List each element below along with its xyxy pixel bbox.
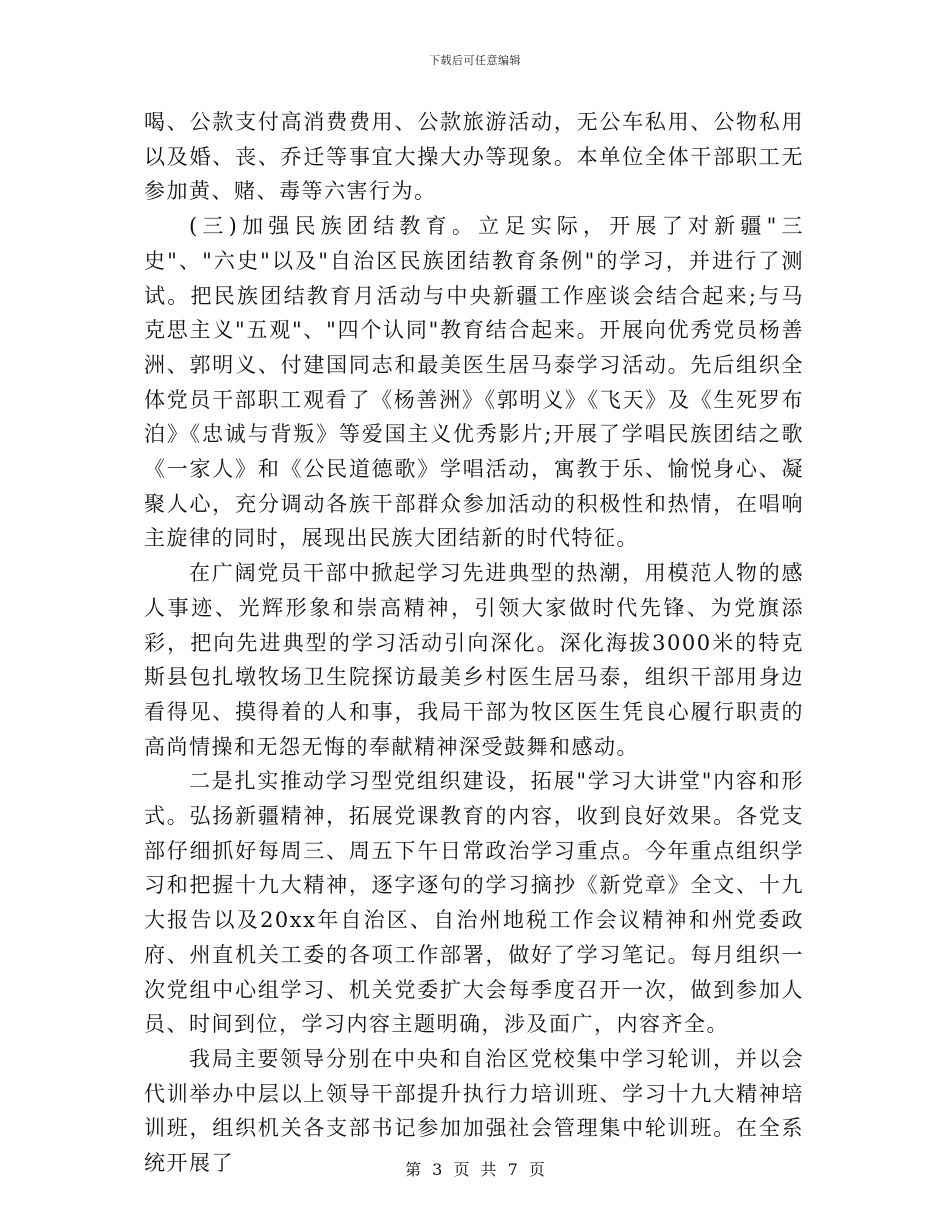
paragraph: 喝、公款支付高消费费用、公款旅游活动，无公车私用、公物私用以及婚、丧、乔迁等事宜大操大办等现象。本单位全体干部职工无参加黄、赌、毒等六害行为。 bbox=[144, 110, 804, 204]
paragraph: 二是扎实推动学习型党组织建设，拓展"学习大讲堂"内容和形式。弘扬新疆精神，拓展党课教育的内容，收到良好效果。各党支部仔细抓好每周三、周五下午日常政治学习重点。今年重点组织学习和把握十九大精神，逐字逐句的学习摘抄《新党章》全文、十九大报告以及20xx年自治区、自治州地税工作会议精神和州党委政府、州直机关工委的各项工作部署，做好了学习笔记。每月组织一次党组中心组学习、机关党委扩大会每季度召开一次，做到参加人员、时间到位，学习内容主题明确，涉及面广，内容齐全。 bbox=[144, 769, 804, 1037]
paragraph: 我局主要领导分别在中央和自治区党校集中学习轮训，并以会代训举办中层以上领导干部提升执行力培训班、学习十九大精神培训班，组织机关各支部书记参加加强社会管理集中轮训班。在全系统开展了 bbox=[144, 1046, 804, 1176]
page-header: 下载后可任意编辑 bbox=[429, 54, 521, 67]
paragraph: (三)加强民族团结教育。立足实际，开展了对新疆"三史"、"六史"以及"自治区民族团结教育条例"的学习，并进行了测试。把民族团结教育月活动与中央新疆工作座谈会结合起来;与马克思主义"五观"、"四个认同"教育结合起来。开展向优秀党员杨善洲、郭明义、付建国同志和最美医生居马泰学习活动。先后组织全体党员干部职工观看了《杨善洲》《郭明义》《飞天》及《生死罗布泊》《忠诚与背叛》等爱国主义优秀影片;开展了学唱民族团结之歌《一家人》和《公民道德歌》学唱活动，寓教于乐、愉悦身心、凝聚人心，充分调动各族干部群众参加活动的积极性和热情，在唱响主旋律的同时，展现出民族大团结新的时代特征。 bbox=[144, 214, 804, 551]
paragraph: 在广阔党员干部中掀起学习先进典型的热潮，用模范人物的感人事迹、光辉形象和崇高精神，引领大家做时代先锋、为党旗添彩，把向先进典型的学习活动引向深化。深化海拔3000米的特克斯县包扎墩牧场卫生院探访最美乡村医生居马泰，组织干部用身边看得见、摸得着的人和事，我局干部为牧区医生凭良心履行职责的高尚情操和无怨无悔的奉献精神深受鼓舞和感动。 bbox=[144, 561, 804, 759]
page-number-footer: 第 3 页 共 7 页 bbox=[405, 1160, 545, 1179]
document-body bbox=[144, 105, 804, 1181]
